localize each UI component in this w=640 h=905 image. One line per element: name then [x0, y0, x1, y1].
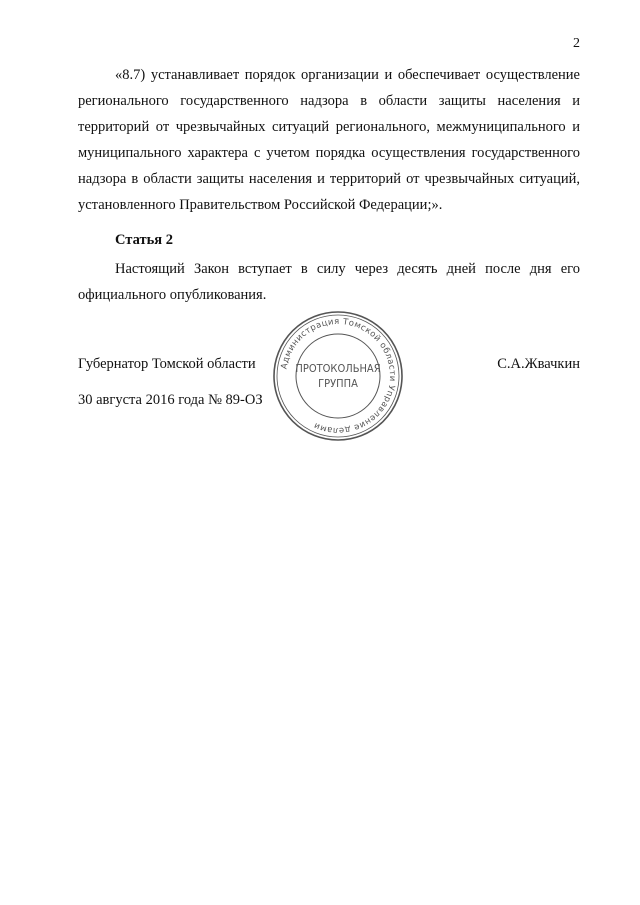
- stamp-center-line-1: ПРОТОКОЛЬНАЯ: [295, 362, 381, 375]
- page-number: 2: [573, 36, 580, 51]
- law-date-number: 30 августа 2016 года № 89-ОЗ: [78, 392, 263, 408]
- signatory-name: С.А.Жвачкин: [497, 356, 580, 372]
- article-heading: Статья 2: [115, 232, 173, 248]
- paragraph-amendment: «8.7) устанавливает порядок организации и обеспечивает осуществление регионального государственного надзора в области защиты населения и территорий от чрезвычайных ситуаций регионального, межмуниципального и муниципального характера с учетом порядка осуществления государственного надзора в области защиты населения и территорий от чрезвычайных ситуаций, установленного Правительством Российской Федерации;».: [78, 67, 580, 213]
- stamp-outer-text: Администрация Томской области Управление делами: [279, 316, 398, 436]
- stamp-center-line-2: ГРУППА: [318, 377, 358, 390]
- signatory-title: Губернатор Томской области: [78, 356, 256, 372]
- svg-text:Администрация Томской области: [279, 317, 397, 435]
- official-stamp-seal: [268, 306, 408, 446]
- paragraph-entry-into-force: Настоящий Закон вступает в силу через десять дней после дня его официального опубликования.: [78, 261, 580, 303]
